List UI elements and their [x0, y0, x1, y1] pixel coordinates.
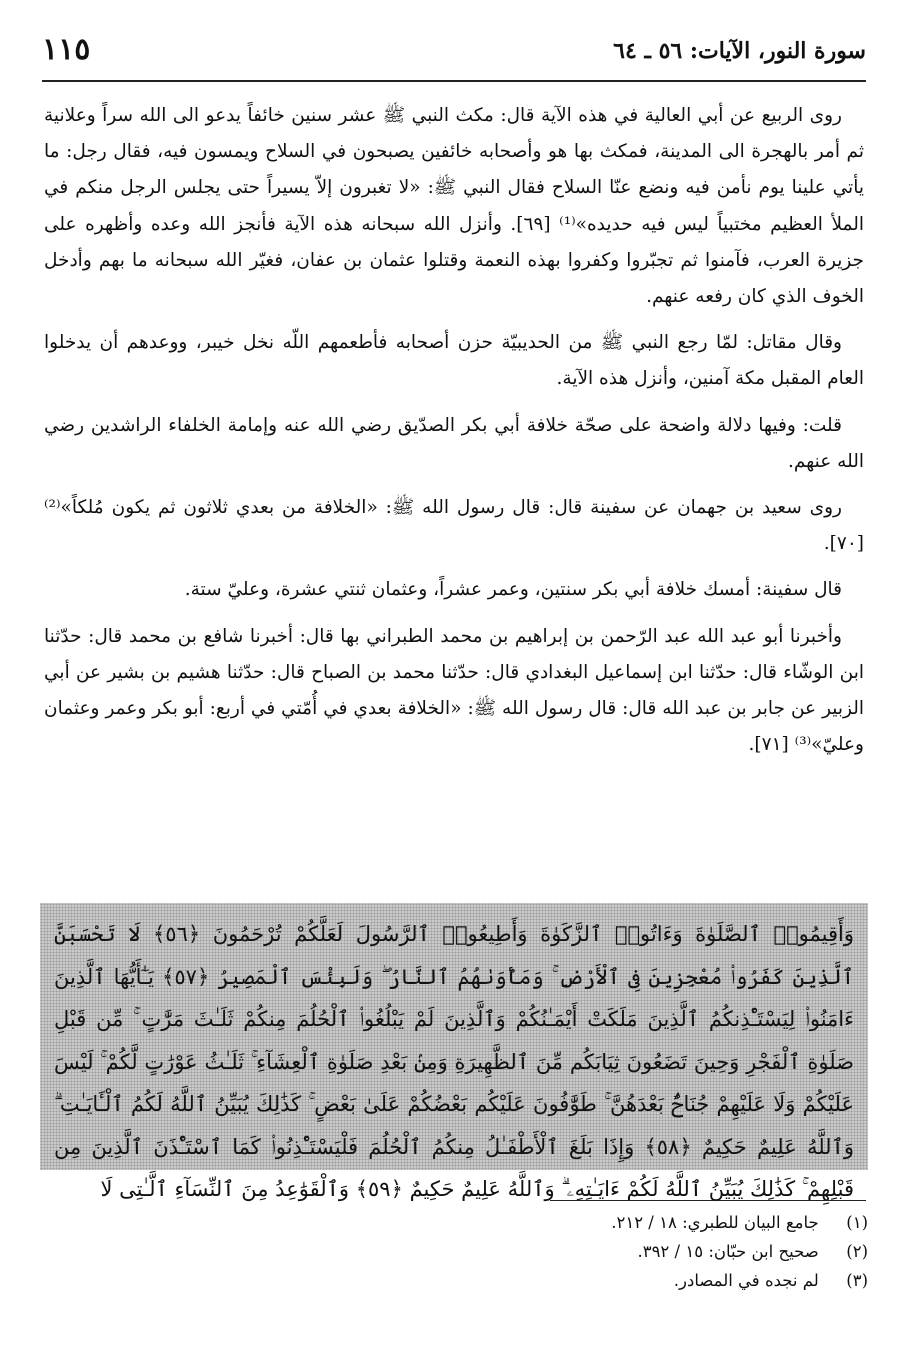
footnote-rule — [550, 1200, 866, 1201]
footnote — [40, 1266, 868, 1295]
paragraph: وقال مقاتل: لمّا رجع النبي ﷺ من الحديبيّة حزن أصحابه فأطعمهم اللّه نخل خيبر، ووعدهم أن يدخلوا العام المقبل مكة آمنين، وأنزل هذه الآية. — [44, 332, 864, 390]
paragraph: وأخبرنا أبو عبد الله عبد الرّحمن بن إبراهيم بن محمد الطبراني بها قال: أخبرنا شافع بن محمد قال: حدّثنا ابن الوشّاء قال: حدّثنا ابن إسماعيل البغدادي قال: حدّثنا محمد بن الصباح قال: حدّثنا هشيم بن بشير عن أبي الزبير عن جابر بن عبد الله قال: قال رسول الله ﷺ: «الخلافة بعدي في أُمّتي في أربع: أبو بكر وعمر وعثمان وعليّ»⁽³⁾ [٧١]. — [44, 625, 864, 756]
page-header — [42, 32, 866, 78]
footnote — [40, 1237, 868, 1266]
surah-heading: سورة النور، الآيات: ٥٦ ـ ٦٤ — [613, 38, 866, 64]
footnote-number: (٢) — [846, 1242, 868, 1261]
paragraph: قلت: وفيها دلالة واضحة على صحّة خلافة أبي بكر الصدّيق رضي الله عنه وإمامة الخلفاء الراشدين رضي الله عنهم. — [44, 414, 864, 472]
footnote-number: (١) — [846, 1213, 868, 1232]
quran-passage-box — [40, 903, 868, 1201]
footnote — [40, 1208, 868, 1237]
footnote-number: (٣) — [846, 1271, 868, 1290]
header-rule — [42, 80, 866, 82]
footnote-text: جامع البيان للطبري: ١٨ / ٢١٢. — [611, 1213, 819, 1232]
page-number: ١١٥ — [42, 32, 91, 67]
paragraph: قال سفينة: أمسك خلافة أبي بكر سنتين، وعمر عشراً، وعثمان ثنتي عشرة، وعليّ ستة. — [184, 579, 842, 601]
footnote-text: صحيح ابن حبّان: ١٥ / ٣٩٢. — [637, 1242, 819, 1261]
paragraph: روى الربيع عن أبي العالية في هذه الآية قال: مكث النبي ﷺ عشر سنين خائفاً يدعو الى الله سراً وعلانية ثم أمر بالهجرة الى المدينة، فمكث بها هو وأصحابه خائفين يصبحون في السلاح ويمسون فيه، فقال رجل: ما يأتي علينا يوم نأمن فيه ونضع عنّا السلاح فقال النبي ﷺ: «لا تغبرون إلاّ يسيراً حتى يجلس الرجل منكم في الملأ العظيم مختبياً ليس فيه حديده»⁽¹⁾ [٦٩]. وأنزل الله سبحانه هذه الآية فأنجز الله وعده وأظهره على جزيرة العرب، فآمنوا ثم تجبّروا وكفروا بهذه النعمة وقتلوا عثمان بن عفان، فغيّر الله سبحانه ما بهم وأدخل الخوف الذي كان رفعه عنهم. — [44, 105, 864, 308]
commentary-text — [44, 98, 864, 763]
footnotes — [40, 1208, 868, 1295]
footnote-text: لم نجده في المصادر. — [673, 1271, 819, 1290]
paragraph: روى سعيد بن جهمان عن سفينة قال: قال رسول الله ﷺ: «الخلافة من بعدي ثلاثون ثم يكون مُلكاً»⁽²⁾ [٧٠]. — [44, 497, 864, 555]
quran-verses: وَأَقِيمُوا۟ ٱلصَّلَوٰةَ وَءَاتُوا۟ ٱلزَّكَوٰةَ وَأَطِيعُوا۟ ٱلرَّسُولَ لَعَلَّكُمْ تُرْحَمُونَ ﴿٥٦﴾ لَا تَحْسَبَنَّ ٱلَّذِينَ كَفَرُوا۟ مُعْجِزِينَ فِى ٱلْأَرْضِ ۚ وَمَأْوَىٰهُمُ ٱلنَّارُ ۖ وَلَبِئْسَ ٱلْمَصِيرُ ﴿٥٧﴾ يَـٰٓأَيُّهَا ٱلَّذِينَ ءَامَنُوا۟ لِيَسْتَـْٔذِنكُمُ ٱلَّذِينَ مَلَكَتْ أَيْمَـٰنُكُمْ وَٱلَّذِينَ لَمْ يَبْلُغُوا۟ ٱلْحُلُمَ مِنكُمْ ثَلَـٰثَ مَرَّٰتٍ ۚ مِّن قَبْلِ صَلَوٰةِ ٱلْفَجْرِ وَحِينَ تَضَعُونَ ثِيَابَكُم مِّنَ ٱلظَّهِيرَةِ وَمِنۢ بَعْدِ صَلَوٰةِ ٱلْعِشَآءِ ۚ ثَلَـٰثُ عَوْرَٰتٍ لَّكُمْ ۚ لَيْسَ عَلَيْكُمْ وَلَا عَلَيْهِمْ جُنَاحٌۢ بَعْدَهُنَّ ۚ طَوَّٰفُونَ عَلَيْكُم بَعْضُكُمْ عَلَىٰ بَعْضٍ ۚ كَذَٰلِكَ يُبَيِّنُ ٱللَّهُ لَكُمُ ٱلْـَٔايَـٰتِ ۗ وَٱللَّهُ عَلِيمٌ حَكِيمٌ ﴿٥٨﴾ وَإِذَا بَلَغَ ٱلْأَطْفَـٰلُ مِنكُمُ ٱلْحُلُمَ فَلْيَسْتَـْٔذِنُوا۟ كَمَا ٱسْتَـْٔذَنَ ٱلَّذِينَ مِن قَبْلِهِمْ ۚ كَذَٰلِكَ يُبَيِّنُ ٱللَّهُ لَكُمْ ءَايَـٰتِهِۦ ۗ وَٱللَّهُ عَلِيمٌ حَكِيمٌ ﴿٥٩﴾ وَٱلْقَوَٰعِدُ مِنَ ٱلنِّسَآءِ ٱلَّـٰتِى لَا — [54, 922, 855, 1201]
